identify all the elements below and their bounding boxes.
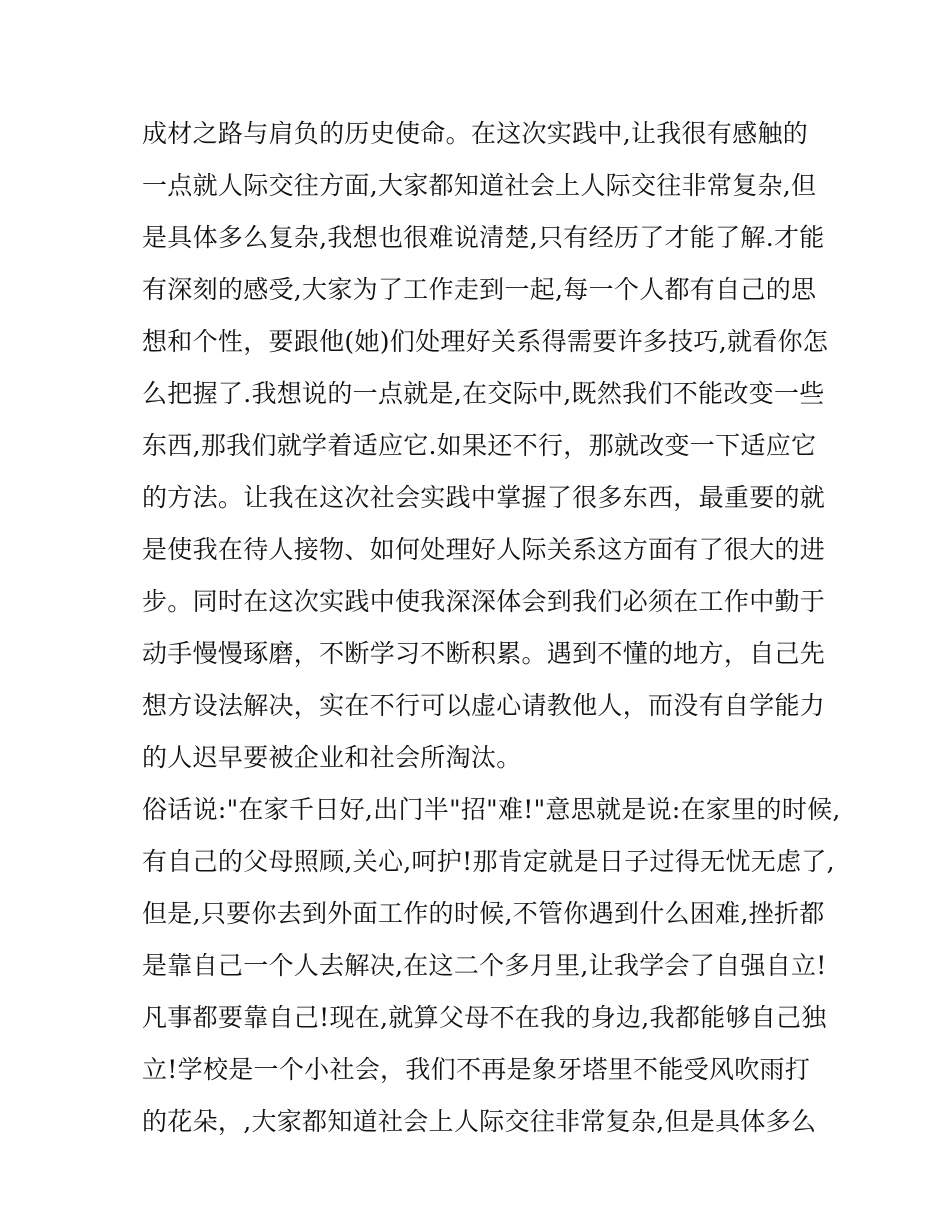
text-line: 但是,只要你去到外面工作的时候,不管你遇到什么困难,挫折都 (142, 899, 825, 928)
document-body (142, 108, 841, 1148)
text-line: 么把握了.我想说的一点就是,在交际中,既然我们不能改变一些 (142, 379, 825, 408)
text-line: 是靠自己一个人去解决,在这二个多月里,让我学会了自强自立! (142, 951, 827, 980)
text-line: 立!学校是一个小社会，我们不再是象牙塔里不能受风吹雨打 (142, 1055, 811, 1084)
text-line: 的人迟早要被企业和社会所淘汰。 (142, 743, 522, 772)
text-line: 想和个性，要跟他(她)们处理好关系得需要许多技巧,就看你怎 (142, 327, 829, 356)
text-line: 动手慢慢琢磨，不断学习不断积累。遇到不懂的地方，自己先 (142, 639, 826, 668)
text-line: 想方设法解决，实在不行可以虚心请教他人，而没有自学能力 (142, 691, 826, 720)
text-line: 凡事都要靠自己!现在,就算父母不在我的身边,我都能够自己独 (142, 1003, 827, 1032)
text-line: 有自己的父母照顾,关心,呵护!那肯定就是日子过得无忧无虑了, (142, 847, 835, 876)
text-line: 有深刻的感受,大家为了工作走到一起,每一个人都有自己的思 (142, 275, 817, 304)
text-line: 俗话说:"在家千日好,出门半"招"难!"意思就是说:在家里的时候, (142, 795, 841, 824)
text-line: 成材之路与肩负的历史使命。在这次实践中,让我很有感触的 (142, 119, 809, 148)
text-line: 一点就人际交往方面,大家都知道社会上人际交往非常复杂,但 (142, 171, 817, 200)
text-line: 东西,那我们就学着适应它.如果还不行，那就改变一下适应它 (142, 431, 817, 460)
text-line: 是具体多么复杂,我想也很难说清楚,只有经历了才能了解.才能 (142, 223, 825, 252)
text-line: 步。同时在这次实践中使我深深体会到我们必须在工作中勤于 (142, 587, 826, 616)
text-line: 的方法。让我在这次社会实践中掌握了很多东西，最重要的就 (142, 483, 826, 512)
text-line: 的花朵，,大家都知道社会上人际交往非常复杂,但是具体多么 (142, 1107, 817, 1136)
text-line: 是使我在待人接物、如何处理好人际关系这方面有了很大的进 (142, 535, 826, 564)
